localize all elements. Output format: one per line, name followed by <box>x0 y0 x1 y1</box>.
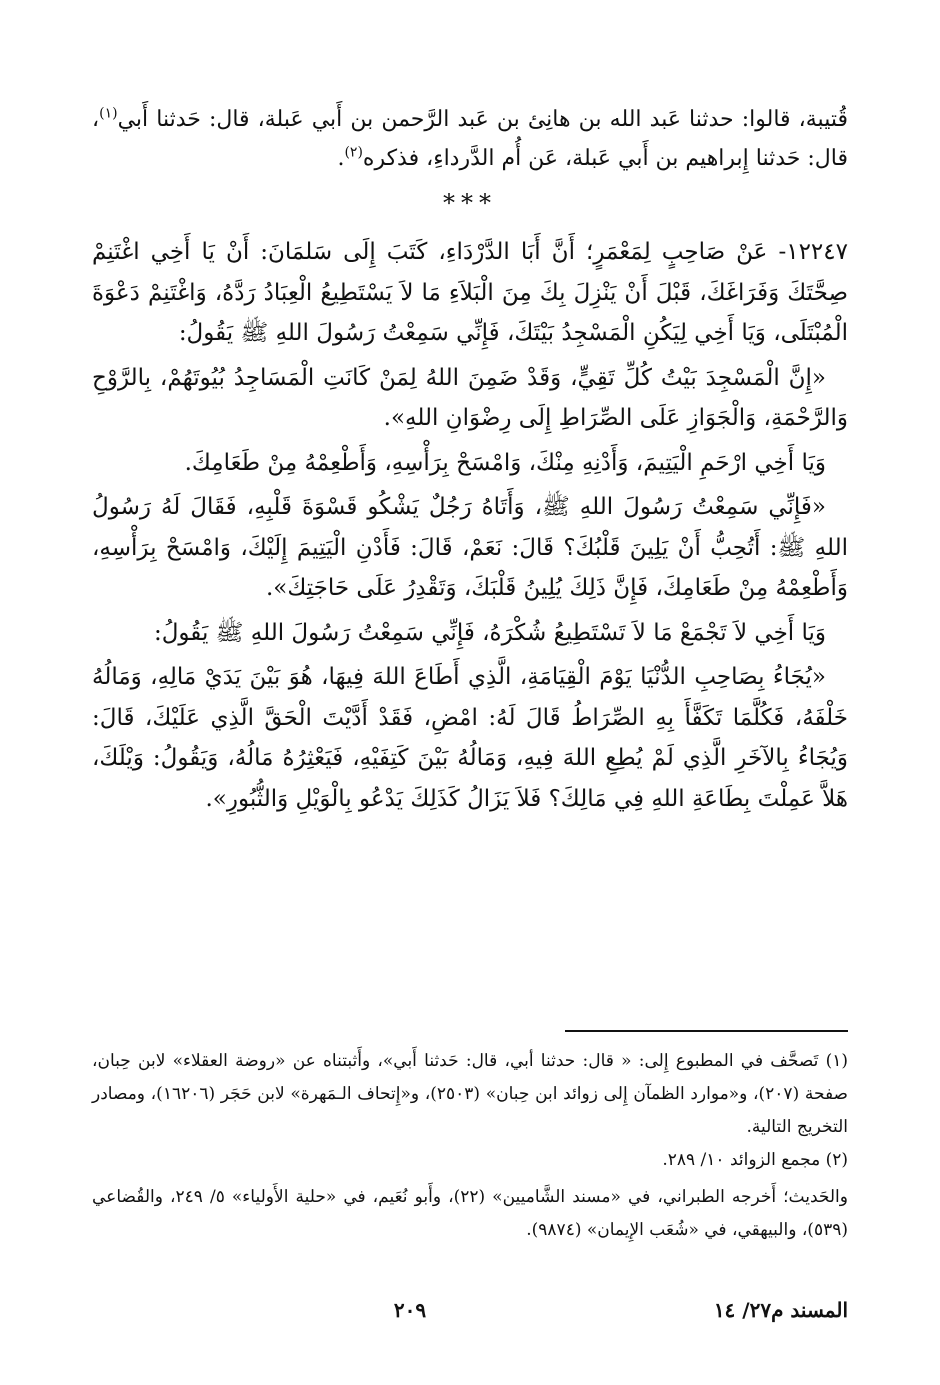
page-footer <box>92 1295 848 1325</box>
intro-text-b: ، قال: حَدثنا إِبراهيم بن أَبي عَبلة، عَن أُم الدَّرداءِ، فذكره <box>92 107 848 171</box>
hadith-paragraph-1: «إِنَّ الْمَسْجِدَ بَيْتُ كُلِّ تَقِيٍّ، وَقَدْ ضَمِنَ اللهُ لِمَنْ كَانَتِ الْمَسَاجِدُ بُيُوتَهُمْ، بِالرَّوْحِ وَالرَّحْمَةِ، وَالْجَوَازِ عَلَى الصِّرَاطِ إِلَى رِضْوَانِ اللهِ». <box>92 364 848 431</box>
hadith-paragraph-0: - عَنْ صَاحِبٍ لِمَعْمَرٍ؛ أَنَّ أَبَا الدَّرْدَاءِ، كَتَبَ إِلَى سَلمَانَ: أَنْ يَا أَخِي اغْتَنِمْ صِحَّتَكَ وَفَرَاغَكَ، قَبْلَ أَنْ يَنْزِلَ بِكَ مِنَ الْبَلاَءِ مَا لاَ يَسْتَطِيعُ الْعِبَادُ رَدَّهُ، وَاغْتَنِمْ دَعْوَةَ الْمُبْتَلَى، وَيَا أَخِي لِيَكُنِ الْمَسْجِدُ بَيْتَكَ، فَإِنِّي سَمِعْتُ رَسُولَ اللهِ ﷺ يَقُولُ: <box>92 239 848 346</box>
volume-signature: المسند م٢٧/ ١٤ <box>713 1298 848 1322</box>
footnotes-section <box>92 1045 848 1247</box>
footnote-marker-1: (١) <box>99 105 118 122</box>
intro-text-a: قُتيبة، قالوا: حدثنا عَبد الله بن هانِئ بن عَبد الرَّحمن بن أَبي عَبلة، قال: حَدثنا أَبي <box>117 107 848 132</box>
hadith-number: ١٢٢٤٧ <box>786 239 848 265</box>
section-separator: *** <box>443 189 497 217</box>
footnote-marker-2: (٢) <box>344 144 363 161</box>
hadith-paragraph-5: «يُجَاءُ بِصَاحِبِ الدُّنْيَا يَوْمَ الْقِيَامَةِ، الَّذِي أَطَاعَ اللهَ فِيهَا، هُوَ بَيْنَ يَدَيْ مَالِهِ، وَمَالُهُ خَلْفَهُ، فَكُلَّمَا تَكَفَّأَ بِهِ الصِّرَاطُ قَالَ لَهُ: امْضِ، فَقَدْ أَدَّيْتَ الْحَقَّ الَّذِي عَلَيْكَ، قَالَ: وَيُجَاءُ بِالآخَرِ الَّذِي لَمْ يُطِعِ اللهَ فِيهِ، وَمَالُهُ بَيْنَ كَتِفَيْهِ، فَيَعْثِرُهُ مَالُهُ، وَيَقُولُ: وَيْلَكَ، هَلاَّ عَمِلْتَ بِطَاعَةِ اللهِ فِي مَالِكَ؟ فَلاَ يَزَالُ كَذَلِكَ يَدْعُو بِالْوَيْلِ وَالثُّبُورِ». <box>92 664 848 812</box>
page-number: ٢٠٩ <box>393 1298 427 1322</box>
footnote-divider <box>565 1030 848 1032</box>
intro-paragraph <box>92 100 848 178</box>
hadith-paragraph-3: «فَإِنِّي سَمِعْتُ رَسُولَ اللهِ ﷺ، وَأَتَاهُ رَجُلٌ يَشْكُو قَسْوَةَ قَلْبِهِ، فَقَالَ لَهُ رَسُولُ اللهِ ﷺ: أَتُحِبُّ أَنْ يَلِينَ قَلْبُكَ؟ قَالَ: نَعَمْ، قَالَ: فَأَدْنِ الْيَتِيمَ إِلَيْكَ، وَامْسَحْ بِرَأْسِهِ، وَأَطْعِمْهُ مِنْ طَعَامِكَ، فَإِنَّ ذَلِكَ يُلِينُ قَلْبَكَ، وَتَقْدِرُ عَلَى حَاجَتِكَ». <box>92 494 848 601</box>
footnote-2: (٢) مجمع الزوائد ١٠/ ٢٨٩. <box>662 1150 848 1170</box>
hadith-paragraph-2: وَيَا أَخِي ارْحَمِ الْيَتِيمَ، وَأَدْنِهِ مِنْكَ، وَامْسَحْ بِرَأْسِهِ، وَأَطْعِمْهُ مِنْ طَعَامِكَ. <box>184 449 826 476</box>
footnote-2-continuation: والحَديث؛ أَخرجه الطبراني، في «مسند الشَّاميين» (٢٢)، وأَبو نُعَيم، في «حلية الأَولياء» ٥/ ٢٤٩، والقُضاعي (٥٣٩)، والبيهقي، في «شُعَب الإِيمان» (٩٨٧٤). <box>92 1187 848 1240</box>
main-text <box>92 100 848 819</box>
hadith-opening <box>92 232 848 354</box>
footnote-1: (١) تَصحَّف في المطبوع إِلى: « قال: حدثنا أبي، قال: حَدثنا أَبي»، وأَثبتناه عن «روضة العقلاء» لابن حِبان، صفحة (٢٠٧)، و«موارد الظمآن إِلى زوائد ابن حِبان» (٢٥٠٣)، و«إِتحاف الـمَهرة» لابن حَجَر (١٦٢٠٦)، ومصادر التخريج التالية. <box>92 1051 848 1137</box>
hadith-paragraph-4: وَيَا أَخِي لاَ تَجْمَعْ مَا لاَ تَسْتَطِيعُ شُكْرَهُ، فَإِنِّي سَمِعْتُ رَسُولَ اللهِ ﷺ يَقُولُ: <box>153 619 826 646</box>
intro-text-c: . <box>337 146 345 171</box>
